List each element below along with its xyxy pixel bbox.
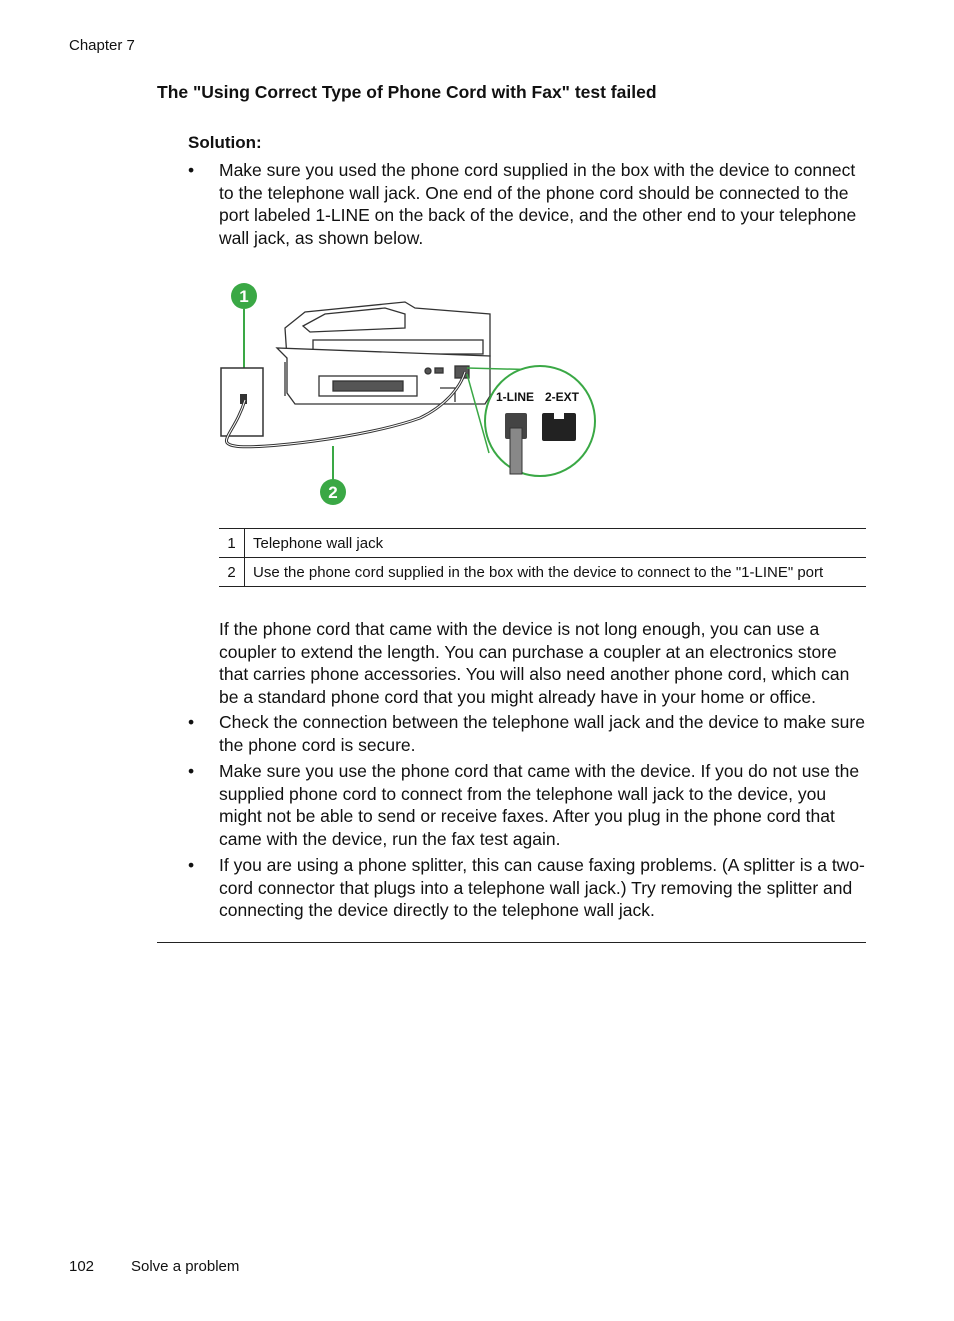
bullet-marker: • bbox=[188, 160, 195, 180]
table-row bbox=[219, 558, 866, 587]
bullet-text: Check the connection between the telephone wall jack and the device to make sure the phone cord is secure. bbox=[219, 712, 865, 755]
svg-text:2: 2 bbox=[328, 483, 338, 502]
svg-text:1: 1 bbox=[239, 287, 249, 306]
port-zoom-detail bbox=[485, 366, 595, 476]
bullet-marker: • bbox=[188, 761, 195, 781]
callout-2-badge bbox=[320, 479, 346, 505]
port-1-label: 1-LINE bbox=[495, 390, 535, 404]
footer-section-title: Solve a problem bbox=[131, 1258, 240, 1275]
section-heading: The "Using Correct Type of Phone Cord with Fax" test failed bbox=[157, 82, 657, 102]
connection-diagram bbox=[215, 278, 605, 508]
chapter-header: Chapter 7 bbox=[69, 37, 135, 54]
section-divider bbox=[157, 942, 866, 943]
legend-number: 2 bbox=[219, 558, 245, 587]
legend-description: Telephone wall jack bbox=[245, 529, 867, 558]
wall-jack-icon bbox=[221, 368, 263, 436]
solution-label: Solution: bbox=[188, 133, 262, 152]
legend-description: Use the phone cord supplied in the box with the device to connect to the "1-LINE" port bbox=[245, 558, 867, 587]
legend-table bbox=[219, 528, 866, 587]
callout-1-badge bbox=[231, 283, 257, 309]
table-row bbox=[219, 529, 866, 558]
legend-number: 1 bbox=[219, 529, 245, 558]
coupler-paragraph: If the phone cord that came with the device is not long enough, you can use a coupler to extend the length. You can purchase a coupler at an electronics store that carries phone accessories. You will also need another phone cord, which can be a standard phone cord that you might already have in your home or office. bbox=[219, 619, 850, 707]
page-number: 102 bbox=[69, 1258, 95, 1275]
bullet-text: Make sure you used the phone cord supplied in the box with the device to connect to the telephone wall jack. One end of the phone cord should be connected to the port labeled 1-LINE on the back of the device, and the other end to your telephone wall jack, as shown below. bbox=[219, 160, 857, 248]
bullet-marker: • bbox=[188, 855, 195, 875]
port-2-label: 2-EXT bbox=[544, 390, 580, 404]
bullet-marker: • bbox=[188, 712, 195, 732]
bullet-text: If you are using a phone splitter, this can cause faxing problems. (A splitter is a two-cord connector that plugs into a telephone wall jack.) Try removing the splitter and connecting the device directly to the telephone wall jack. bbox=[219, 855, 865, 920]
bullet-text: Make sure you use the phone cord that came with the device. If you do not use the supplied phone cord to connect from the telephone wall jack to the device, you might not be able to send or receive faxes. After you plug in the phone cord that came with the device, run the fax test again. bbox=[219, 761, 860, 849]
